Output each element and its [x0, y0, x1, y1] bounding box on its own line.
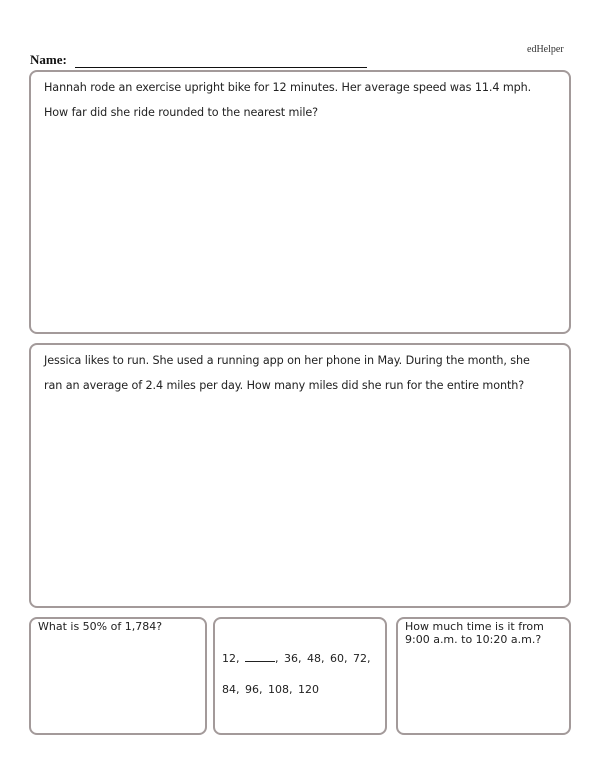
problem-line-1: Jessica likes to run. She used a running app on her phone in May. During the month, she: [44, 354, 530, 367]
problem-box-running[interactable]: [29, 343, 571, 608]
problem-box-time[interactable]: [396, 617, 571, 735]
problem-text: [31, 72, 569, 125]
problem-line-1: How much time is it from: [405, 620, 544, 633]
sequence-line-1: [222, 652, 370, 665]
problem-line-1: Hannah rode an exercise upright bike for 12 minutes. Her average speed was 11.4 mph.: [44, 81, 532, 94]
problem-box-sequence[interactable]: [213, 617, 387, 735]
problem-line-2: How far did she ride rounded to the nearest mile?: [44, 106, 318, 119]
problem-line-2: 9:00 a.m. to 10:20 a.m.?: [405, 633, 542, 646]
problem-line-2: ran an average of 2.4 miles per day. How many miles did she run for the entire month?: [44, 379, 525, 392]
problem-text: [398, 619, 569, 646]
sequence-line-2: 84, 96, 108, 120: [222, 683, 319, 696]
sequence-rest: , 36, 48, 60, 72,: [275, 652, 371, 665]
name-row: [30, 52, 367, 68]
problem-text: [31, 345, 569, 398]
problem-text: What is 50% of 1,784?: [38, 620, 163, 633]
problem-box-bike[interactable]: [29, 70, 571, 334]
sequence-start: 12,: [222, 652, 240, 665]
problem-box-percent[interactable]: [29, 617, 207, 735]
name-label: Name:: [30, 52, 67, 67]
sequence-blank[interactable]: [245, 652, 275, 662]
name-input-line[interactable]: [75, 55, 367, 68]
brand-label: edHelper: [527, 44, 564, 55]
